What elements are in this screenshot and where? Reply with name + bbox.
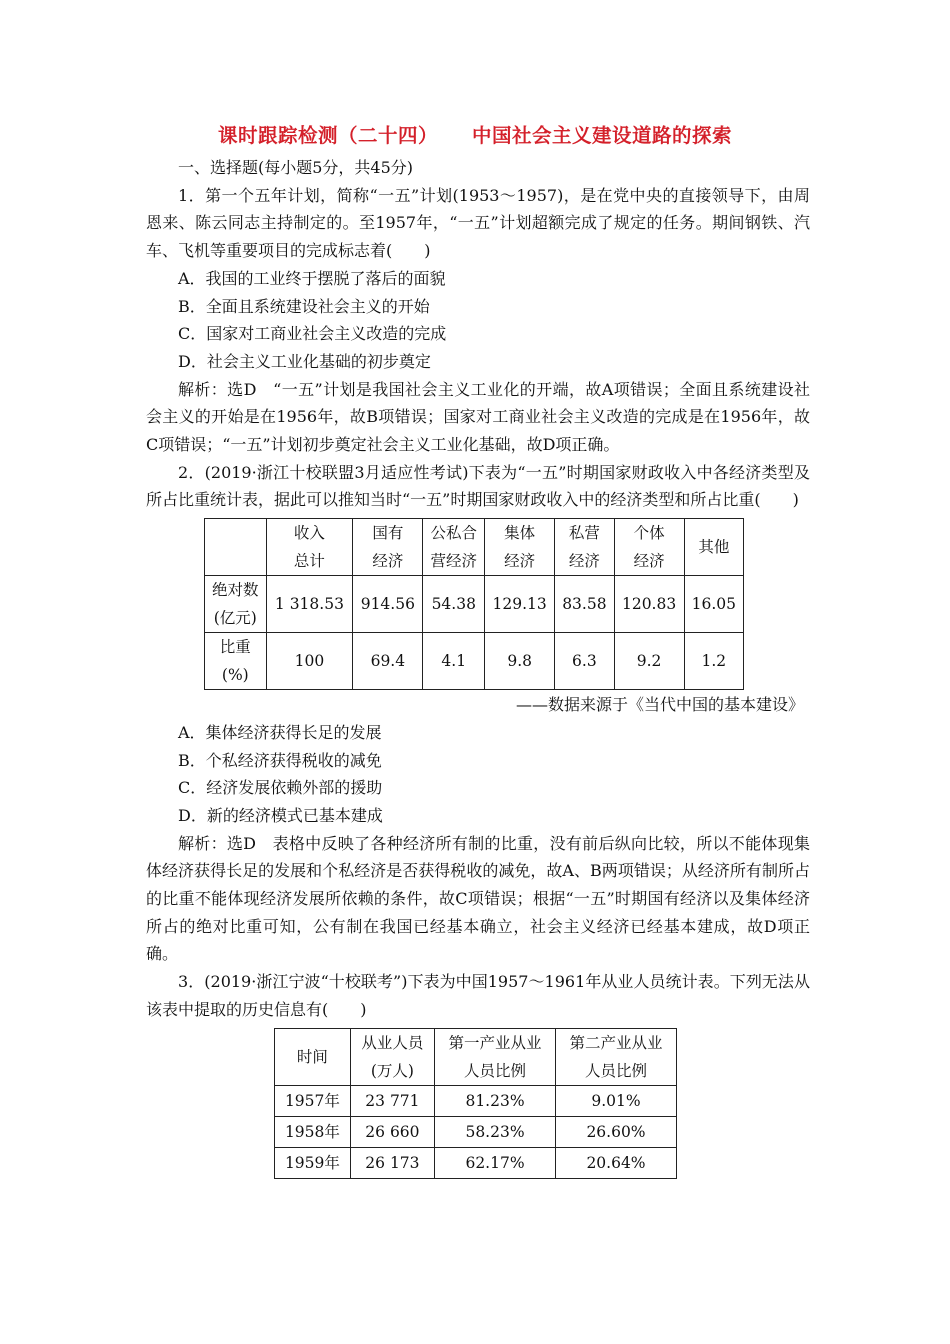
q3-stem: 3．(2019·浙江宁波“十校联考”)下表为中国1957～1961年从业人员统计表。下列无法从该表中提取的历史信息有( )	[146, 972, 810, 1019]
q1-option-c: C．国家对工商业社会主义改造的完成	[178, 324, 447, 344]
table-row	[275, 1116, 677, 1147]
table-row	[275, 1147, 677, 1178]
q2-finance-table	[204, 518, 744, 690]
table-cell: 1 318.53	[266, 576, 353, 633]
table-cell: 69.4	[353, 633, 423, 690]
q3-employment-table	[274, 1028, 677, 1179]
table-header-row	[205, 519, 744, 576]
table-cell: 1957年	[275, 1085, 351, 1116]
q1-option-a: A．我国的工业终于摆脱了落后的面貌	[178, 268, 446, 288]
table-row	[275, 1085, 677, 1116]
table-header-cell: 个体 经济	[614, 519, 684, 576]
table-header-cell: 集体 经济	[485, 519, 555, 576]
table-cell: 16.05	[684, 576, 743, 633]
table-cell: 6.3	[555, 633, 614, 690]
table-header-cell: 时间	[275, 1028, 351, 1085]
table-header-cell: 第一产业从业 人员比例	[435, 1028, 556, 1085]
table-row	[205, 633, 744, 690]
q2-option-b: B．个私经济获得税收的减免	[178, 750, 382, 770]
table-cell: 62.17%	[435, 1147, 556, 1178]
table-cell: 81.23%	[435, 1085, 556, 1116]
table-cell: 9.2	[614, 633, 684, 690]
title-topic: 中国社会主义建设道路的探索	[472, 124, 733, 147]
q2-option-a: A．集体经济获得长足的发展	[178, 722, 382, 742]
table-cell: 9.01%	[556, 1085, 677, 1116]
table-cell: 1.2	[684, 633, 743, 690]
q2-stem: 2．(2019·浙江十校联盟3月适应性考试)下表为“一五”时期国家财政收入中各经济类型及所占比重统计表，据此可以推知当时“一五”时期国家财政收入中的经济类型和所占比重( )	[146, 462, 810, 510]
table-cell: 26.60%	[556, 1116, 677, 1147]
q1-analysis: 解析：选D “一五”计划是我国社会主义工业化的开端，故A项错误；全面且系统建设社会主义的开始是在1956年，故B项错误；国家对工商业社会主义改造的完成是在1956年，故C项错误；“一五”计划初步奠定社会主义工业化基础，故D项正确。	[146, 379, 810, 455]
table-header-cell: 国有 经济	[353, 519, 423, 576]
table-header-cell: 收入 总计	[266, 519, 353, 576]
table-cell: 26 660	[350, 1116, 434, 1147]
q1-option-b: B．全面且系统建设社会主义的开始	[178, 296, 430, 316]
table-cell: 1958年	[275, 1116, 351, 1147]
table-cell: 100	[266, 633, 353, 690]
table-header-cell: 其他	[684, 519, 743, 576]
table-cell: 54.38	[423, 576, 485, 633]
page-title	[0, 122, 950, 150]
table-cell	[205, 519, 267, 576]
section-heading: 一、选择题(每小题5分，共45分)	[178, 158, 414, 177]
table-header-cell: 私营 经济	[555, 519, 614, 576]
table-header-row	[275, 1028, 677, 1085]
title-series: 课时跟踪检测（二十四）	[217, 124, 438, 147]
q2-table-source: ——数据来源于《当代中国的基本建设》	[515, 695, 804, 715]
table-cell: 26 173	[350, 1147, 434, 1178]
table-cell: 129.13	[485, 576, 555, 633]
q1-stem: 1．第一个五年计划，简称“一五”计划(1953～1957)，是在党中央的直接领导下，由周恩来、陈云同志主持制定的。至1957年，“一五”计划超额完成了规定的任务。期间钢铁、汽车、飞机等重要项目的完成标志着( )	[146, 185, 810, 261]
table-cell: 58.23%	[435, 1116, 556, 1147]
table-cell: 4.1	[423, 633, 485, 690]
q1-option-d: D．社会主义工业化基础的初步奠定	[178, 351, 431, 371]
table-header-cell: 从业人员 (万人)	[350, 1028, 434, 1085]
table-cell: 20.64%	[556, 1147, 677, 1178]
table-row	[205, 576, 744, 633]
table-header-cell: 公私合 营经济	[423, 519, 485, 576]
row-label-cell: 比重 (%)	[205, 633, 267, 690]
table-cell: 1959年	[275, 1147, 351, 1178]
q2-analysis: 解析：选D 表格中反映了各种经济所有制的比重，没有前后纵向比较，所以不能体现集体经济获得长足的发展和个私经济是否获得税收的减免，故A、B两项错误；从经济所有制所占的比重不能体现经济发展所依赖的条件，故C项错误；根据“一五”时期国有经济以及集体经济所占的绝对比重可知，公有制在我国已经基本确立，社会主义经济已经基本建成，故D项正确。	[146, 833, 810, 964]
table-header-cell: 第二产业从业 人员比例	[556, 1028, 677, 1085]
table-cell: 120.83	[614, 576, 684, 633]
q2-option-c: C．经济发展依赖外部的援助	[178, 778, 383, 798]
table-cell: 83.58	[555, 576, 614, 633]
table-cell: 23 771	[350, 1085, 434, 1116]
table-cell: 9.8	[485, 633, 555, 690]
table-cell: 914.56	[353, 576, 423, 633]
q2-option-d: D．新的经济模式已基本建成	[178, 805, 383, 825]
row-label-cell: 绝对数 (亿元)	[205, 576, 267, 633]
document-body	[146, 154, 810, 1179]
